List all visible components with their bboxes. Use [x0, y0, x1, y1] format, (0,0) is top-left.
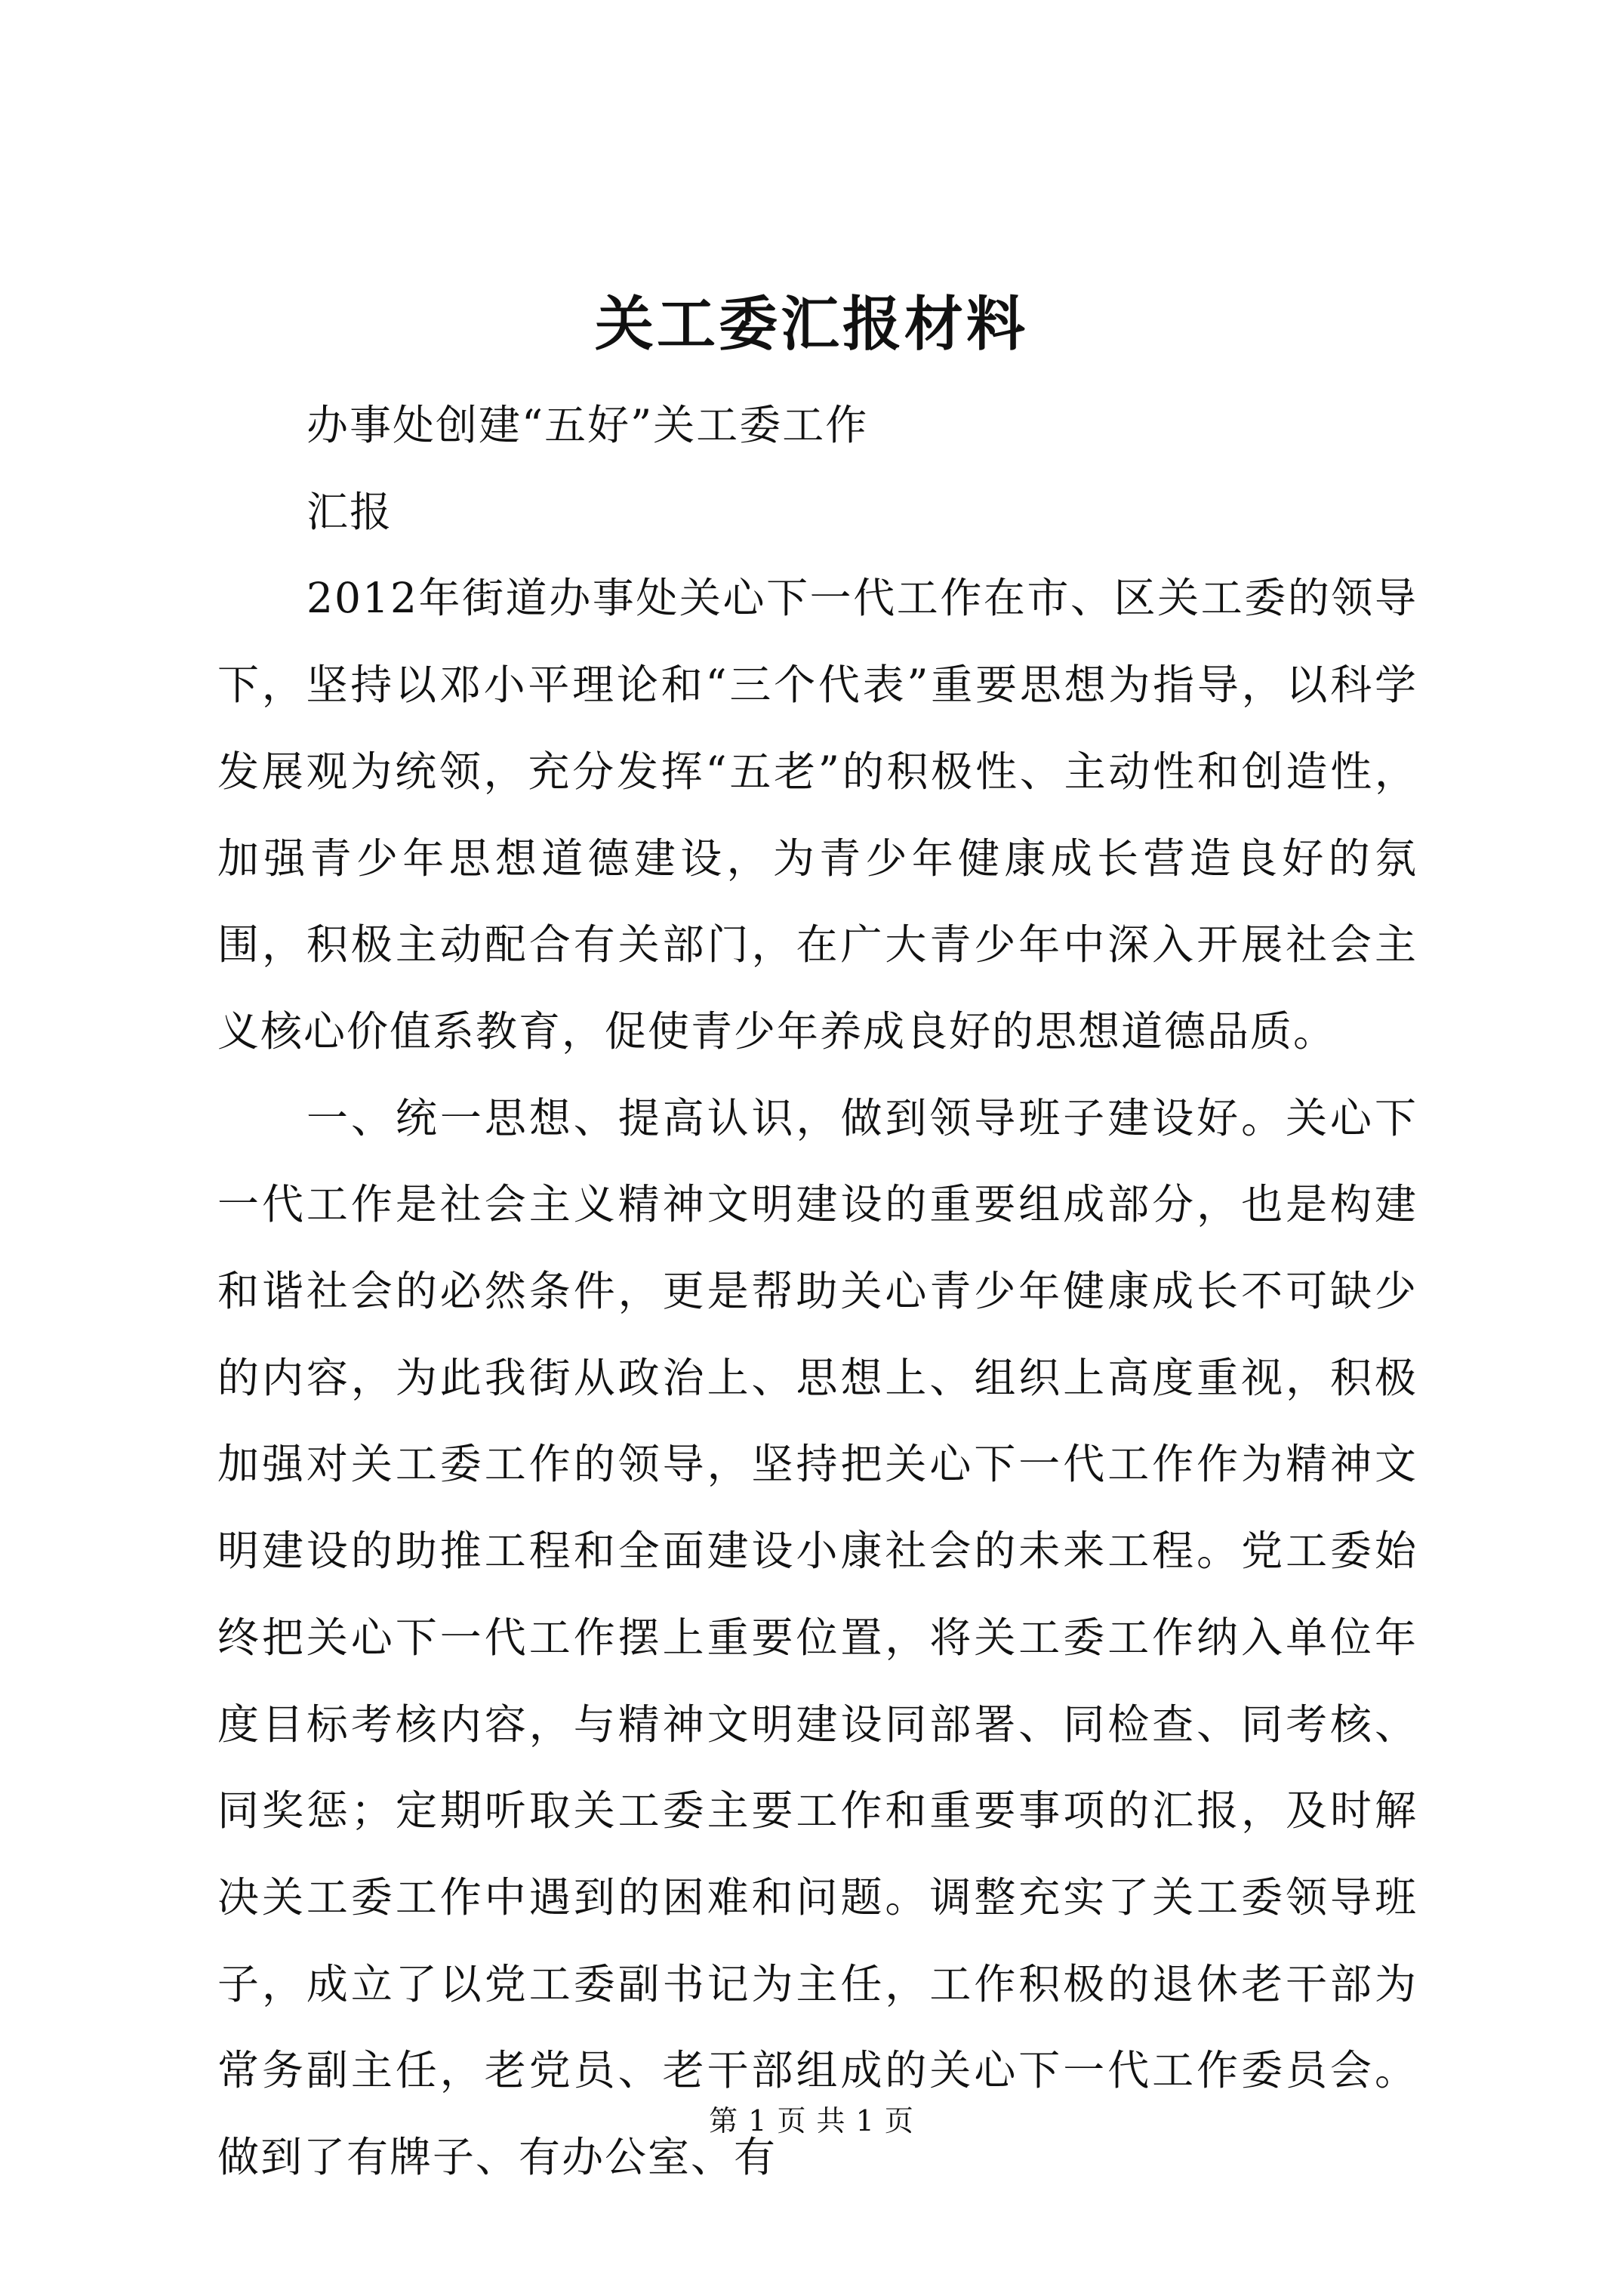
page-footer: 第 1 页 共 1 页 — [709, 2104, 914, 2137]
paragraph-intro: 2012年街道办事处关心下一代工作在市、区关工委的领导下，坚持以邓小平理论和“三个代表”重要思想为指导，以科学发展观为统领，充分发挥“五老”的积极性、主动性和创造性，加强青少年思想道德建设，为青少年健康成长营造良好的氛围，积极主动配合有关部门，在广大青少年中深入开展社会主义核心价值系教育，促使青少年养成良好的思想道德品质。 — [217, 574, 1418, 1056]
document-title: 关工委汇报材料 — [594, 290, 1028, 359]
subtitle-line-2: 汇报 — [306, 487, 393, 536]
document-body — [217, 382, 1418, 2201]
subtitle-line-1: 办事处创建“五好”关工委工作 — [306, 401, 869, 449]
paragraph-section-1: 一、统一思想、提高认识，做到领导班子建设好。关心下一代工作是社会主义精神文明建设的重要组成部分，也是构建和谐社会的必然条件，更是帮助关心青少年健康成长不可缺少的内容，为此我街从政治上、思想上、组织上高度重视，积极加强对关工委工作的领导，坚持把关心下一代工作作为精神文明建设的助推工程和全面建设小康社会的未来工程。党工委始终把关心下一代工作摆上重要位置，将关工委工作纳入单位年度目标考核内容，与精神文明建设同部署、同检查、同考核、同奖惩；定期听取关工委主要工作和重要事项的汇报，及时解决关工委工作中遇到的困难和问题。调整充实了关工委领导班子，成立了以党工委副书记为主任，工作积极的退休老干部为常务副主任，老党员、老干部组成的关心下一代工作委员会。做到了有牌子、有办公室、有 — [217, 1093, 1418, 2182]
